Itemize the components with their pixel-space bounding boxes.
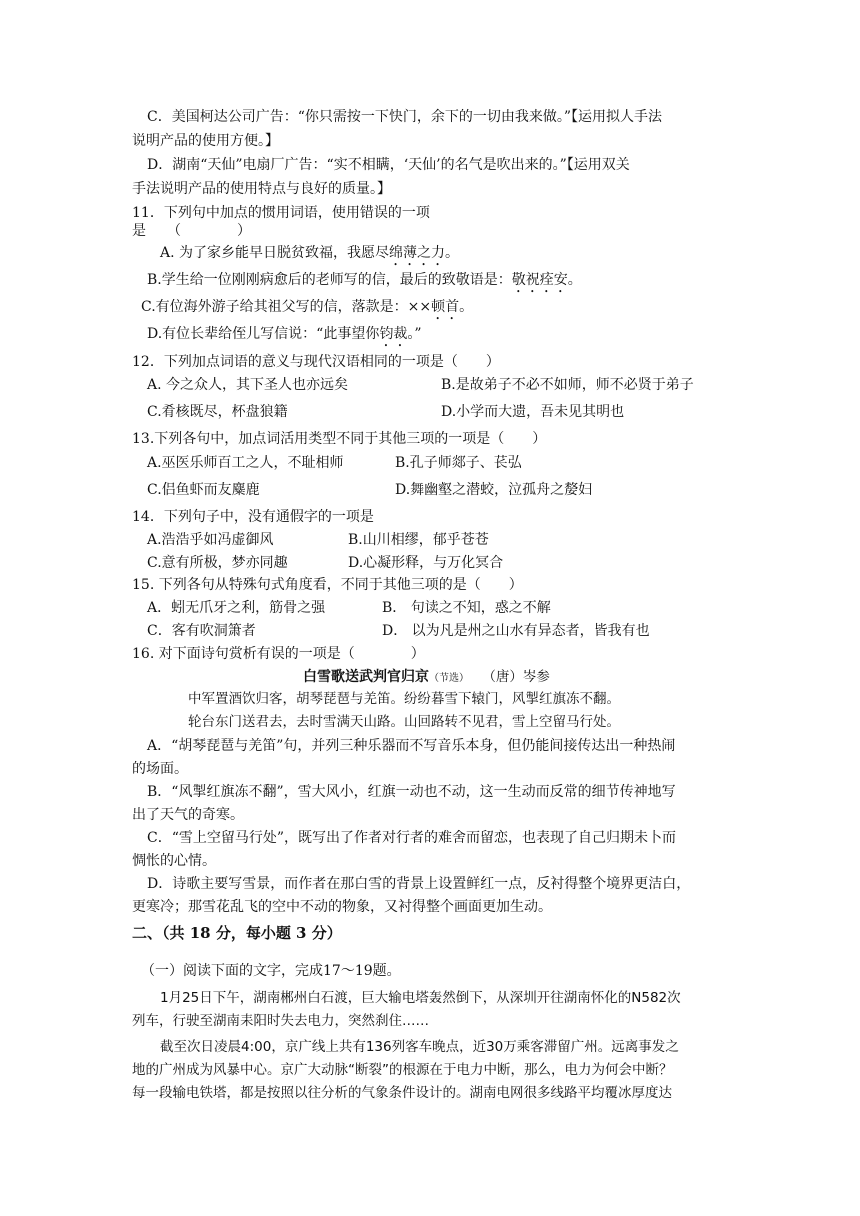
q16-option-b-line1: B．“风掣红旗冻不翻”，雪大风小，红旗一动也不动，这一生动而反常的细节传神地写 <box>147 784 676 800</box>
q14-options-row2 <box>0 553 860 573</box>
q10-option-d-line2: 手法说明产品的使用特点与良好的质量。】 <box>132 181 391 197</box>
q14-stem: 14．下列句子中，没有通假字的一项是 <box>132 509 374 525</box>
q11-b-dotted: 敬祝痊安 <box>511 272 568 288</box>
q16-option-a-line1: A．“胡琴琵琶与羌笛”句，并列三种乐器而不写音乐本身，但仍能间接传达出一种热闹 <box>147 738 676 754</box>
q13-options-row1 <box>0 453 860 473</box>
q15-option-b: B． 句读之不知，惑之不解 <box>382 600 551 616</box>
q15-stem: 15. 下列各句从特殊句式角度看，不同于其他三项的是（ ） <box>132 577 523 593</box>
q11-c-text: C.有位海外游子给其祖父写的信，落款是：×× <box>141 299 432 315</box>
q11-a-text: A. 为了家乡能早日脱贫致福，我愿尽 <box>160 245 390 261</box>
q16-option-d-line1: D．诗歌主要写雪景，而作者在那白雪的背景上设置鲜红一点，反衬得整个境界更洁白， <box>147 876 691 892</box>
q15-option-d: D． 以为凡是州之山水有异态者，皆我有也 <box>382 623 650 639</box>
q11-d-end: 。” <box>407 326 422 342</box>
q11-d-dotted: 钧裁 <box>379 326 408 342</box>
q10-option-c-line1: C．美国柯达公司广告：“你只需按一下快门，余下的一切由我来做。”【运用拟人手法 <box>147 109 663 125</box>
q14-option-d: D.心凝形释，与万化冥合 <box>348 555 504 571</box>
passage-p2-line1: 截至次日凌晨4:00，京广线上共有136列客车晚点，近30万乘客滞留广州。远离事发之 <box>160 1039 679 1055</box>
q14-option-c: C.意有所极，梦亦同趣 <box>147 555 288 571</box>
q12-option-a: A. 今之众人，其下圣人也亦远矣 <box>147 377 349 393</box>
q16-option-b-line2: 出了天气的奇寒。 <box>132 807 244 823</box>
q11-stem-blank: 是 （ ） <box>132 223 251 239</box>
q14-option-a: A.浩浩乎如冯虚御风 <box>147 532 274 548</box>
poem-heading <box>303 667 550 689</box>
q16-option-c-line1: C．“雪上空留马行处”，既写出了作者对行者的难舍而留恋，也表现了自己归期未卜而 <box>147 830 677 846</box>
q11-a-dotted: 绵薄之力 <box>389 245 446 261</box>
q15-option-c: C．客有吹洞箫者 <box>147 623 256 639</box>
q13-option-b: B.孔子师郯子、苌弘 <box>395 455 522 471</box>
passage-p1-line1: 1月25日下午，湖南郴州白石渡，巨大输电塔轰然倒下，从深圳开往湖南怀化的N582次 <box>160 990 681 1006</box>
q13-option-c: C.侣鱼虾而友麋鹿 <box>147 482 260 498</box>
q15-options-row1 <box>0 598 860 618</box>
q10-option-c-line2: 说明产品的使用方便。】 <box>132 133 279 149</box>
q16-stem: 16. 对下面诗句赏析有误的一项是（ ） <box>132 646 425 662</box>
q11-option-a <box>160 243 459 269</box>
q10-option-d-line1: D．湖南“天仙”电扇厂广告：“实不相瞒，‘天仙’的名气是吹出来的。”【运用双关 <box>147 157 630 173</box>
q11-d-text: D.有位长辈给侄儿写信说：“此事望你 <box>147 326 380 342</box>
poem-excerpt-note: （节选） <box>429 673 469 684</box>
q12-stem: 12．下列加点词语的意义与现代汉语相同的一项是（ ） <box>132 354 500 370</box>
q13-option-a: A.巫医乐师百工之人，不耻相师 <box>147 455 344 471</box>
q14-options-row1 <box>0 530 860 550</box>
q11-option-d <box>147 324 422 350</box>
q12-option-b: B.是故弟子不必不如师，师不必贤于弟子 <box>441 377 694 393</box>
q11-option-c <box>141 297 473 323</box>
q11-a-end: 。 <box>445 245 460 261</box>
q12-option-d: D.小学而大遗，吾未见其明也 <box>441 404 625 420</box>
q11-option-b <box>147 270 582 296</box>
q16-option-a-line2: 的场面。 <box>132 761 188 777</box>
section-2-heading: 二、（共 18 分，每小题 3 分） <box>132 924 342 942</box>
q11-c-dotted: 顿首 <box>431 299 460 315</box>
q15-options-row2 <box>0 621 860 641</box>
q13-stem: 13.下列各句中，加点词活用类型不同于其他三项的一项是（ ） <box>132 431 547 447</box>
reading-intro: （一）阅读下面的文字，完成17～19题。 <box>141 963 401 979</box>
q11-stem: 11．下列句中加点的惯用词语，使用错误的一项 <box>132 205 430 221</box>
q13-options-row2 <box>0 480 860 500</box>
q12-option-c: C.肴核既尽，杯盘狼籍 <box>147 404 288 420</box>
poem-line-2: 轮台东门送君去，去时雪满天山路。山回路转不见君，雪上空留马行处。 <box>188 714 620 730</box>
passage-p2-line2: 地的广州成为风暴中心。京广大动脉“断裂”的根源在于电力中断，那么，电力为何会中断？ <box>132 1062 673 1078</box>
q11-b-text: B.学生给一位刚刚病愈后的老师写的信，最后的致敬语是： <box>147 272 512 288</box>
q16-option-c-line2: 惆怅的心情。 <box>132 853 216 869</box>
passage-p1-line2: 列车，行驶至湖南耒阳时失去电力，突然刹住…… <box>132 1013 429 1029</box>
q11-c-end: 。 <box>459 299 474 315</box>
passage-p2-line3: 每一段输电铁塔，都是按照以往分析的气象条件设计的。湖南电网很多线路平均覆冰厚度达 <box>132 1085 672 1101</box>
q14-option-b: B.山川相缪，郁乎苍苍 <box>348 532 489 548</box>
poem-line-1: 中军置酒饮归客，胡琴琵琶与羌笛。纷纷暮雪下辕门，风掣红旗冻不翻。 <box>188 691 620 707</box>
q13-option-d: D.舞幽壑之潜蛟，泣孤舟之嫠妇 <box>395 482 593 498</box>
q12-options-row2 <box>0 402 860 422</box>
q12-options-row1 <box>0 375 860 395</box>
poem-title: 白雪歌送武判官归京 <box>303 669 429 685</box>
q16-option-d-line2: 更寒冷；那雪花乱飞的空中不动的物象，又衬得整个画面更加生动。 <box>132 899 552 915</box>
poem-author: （唐）岑参 <box>482 669 550 685</box>
q11-b-end: 。 <box>567 272 582 288</box>
q15-option-a: A．蚓无爪牙之利，筋骨之强 <box>147 600 326 616</box>
